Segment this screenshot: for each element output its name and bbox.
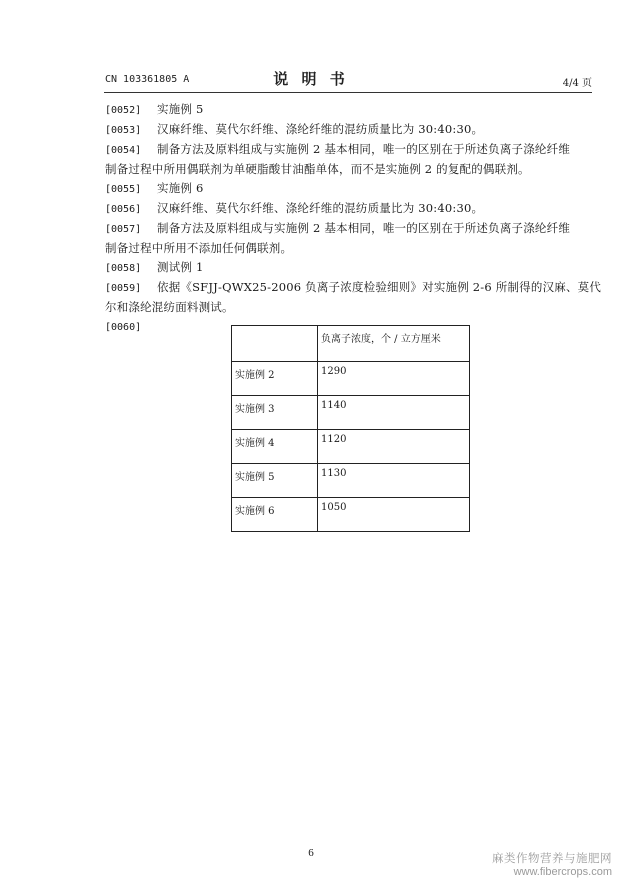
page-indicator: 4/4 页 bbox=[562, 78, 592, 89]
table-row bbox=[232, 430, 470, 464]
table-cell-label: 实施例 3 bbox=[232, 396, 318, 430]
paragraph-number: [0058] bbox=[105, 263, 142, 274]
table-header-row bbox=[232, 326, 470, 362]
document-body bbox=[105, 100, 602, 337]
page-number: 6 bbox=[308, 847, 314, 859]
paragraph-number: [0053] bbox=[105, 125, 142, 136]
table-header-cell bbox=[232, 326, 318, 362]
paragraph-continuation: 制备过程中所用偶联剂为单硬脂酸甘油酯单体，而不是实施例 2 的复配的偶联剂。 bbox=[105, 162, 530, 176]
paragraph-number: [0057] bbox=[105, 224, 142, 235]
paragraph-number: [0060] bbox=[105, 322, 142, 333]
paragraph-text: 汉麻纤维、莫代尔纤维、涤纶纤维的混纺质量比为 30:40:30。 bbox=[157, 201, 484, 215]
table-cell-value: 1120 bbox=[318, 430, 470, 464]
table-cell-value: 1050 bbox=[318, 498, 470, 532]
paragraph-0059 bbox=[105, 278, 602, 298]
watermark-url: www.fibercrops.com bbox=[513, 866, 612, 878]
paragraph-text: 实施例 5 bbox=[157, 102, 204, 116]
watermark bbox=[492, 850, 612, 878]
paragraph-text: 测试例 1 bbox=[157, 260, 204, 274]
watermark-text: 麻类作物营养与施肥网 bbox=[492, 851, 612, 865]
table-cell-label: 实施例 2 bbox=[232, 362, 318, 396]
paragraph-0055 bbox=[105, 179, 595, 199]
paragraph-number: [0059] bbox=[105, 283, 142, 294]
table-row bbox=[232, 498, 470, 532]
table-cell-label: 实施例 6 bbox=[232, 498, 318, 532]
paragraph-0054 bbox=[105, 140, 595, 160]
header-divider bbox=[104, 92, 592, 93]
paragraph-0056 bbox=[105, 199, 595, 219]
paragraph-text: 依据《SFJJ-QWX25-2006 负离子浓度检验细则》对实施例 2-6 所制得的汉麻、莫代 bbox=[157, 280, 602, 294]
paragraph-number: [0056] bbox=[105, 204, 142, 215]
paragraph-0052 bbox=[105, 100, 595, 120]
paragraph-continuation: 制备过程中所用不添加任何偶联剂。 bbox=[105, 241, 293, 255]
table-cell-label: 实施例 5 bbox=[232, 464, 318, 498]
table-cell-value: 1130 bbox=[318, 464, 470, 498]
table-header-cell: 负离子浓度，个 / 立方厘米 bbox=[318, 326, 470, 362]
document-title: 说 明 书 bbox=[273, 70, 349, 88]
paragraph-text: 汉麻纤维、莫代尔纤维、涤纶纤维的混纺质量比为 30:40:30。 bbox=[157, 122, 484, 136]
table-row bbox=[232, 396, 470, 430]
table-row bbox=[232, 362, 470, 396]
paragraph-text: 实施例 6 bbox=[157, 181, 204, 195]
paragraph-0053 bbox=[105, 120, 595, 140]
paragraph-text: 制备方法及原料组成与实施例 2 基本相同，唯一的区别在于所述负离子涤纶纤维 bbox=[157, 142, 571, 156]
table-cell-value: 1140 bbox=[318, 396, 470, 430]
paragraph-number: [0054] bbox=[105, 145, 142, 156]
paragraph-number: [0055] bbox=[105, 184, 142, 195]
ion-concentration-table bbox=[231, 325, 470, 532]
table-row bbox=[232, 464, 470, 498]
table-cell-value: 1290 bbox=[318, 362, 470, 396]
paragraph-continuation: 尔和涤纶混纺面料测试。 bbox=[105, 300, 234, 314]
paragraph-text: 制备方法及原料组成与实施例 2 基本相同，唯一的区别在于所述负离子涤纶纤维 bbox=[157, 221, 571, 235]
patent-number: CN 103361805 A bbox=[105, 74, 190, 85]
paragraph-0057 bbox=[105, 219, 595, 239]
paragraph-number: [0052] bbox=[105, 105, 142, 116]
table-cell-label: 实施例 4 bbox=[232, 430, 318, 464]
paragraph-0058 bbox=[105, 258, 595, 278]
